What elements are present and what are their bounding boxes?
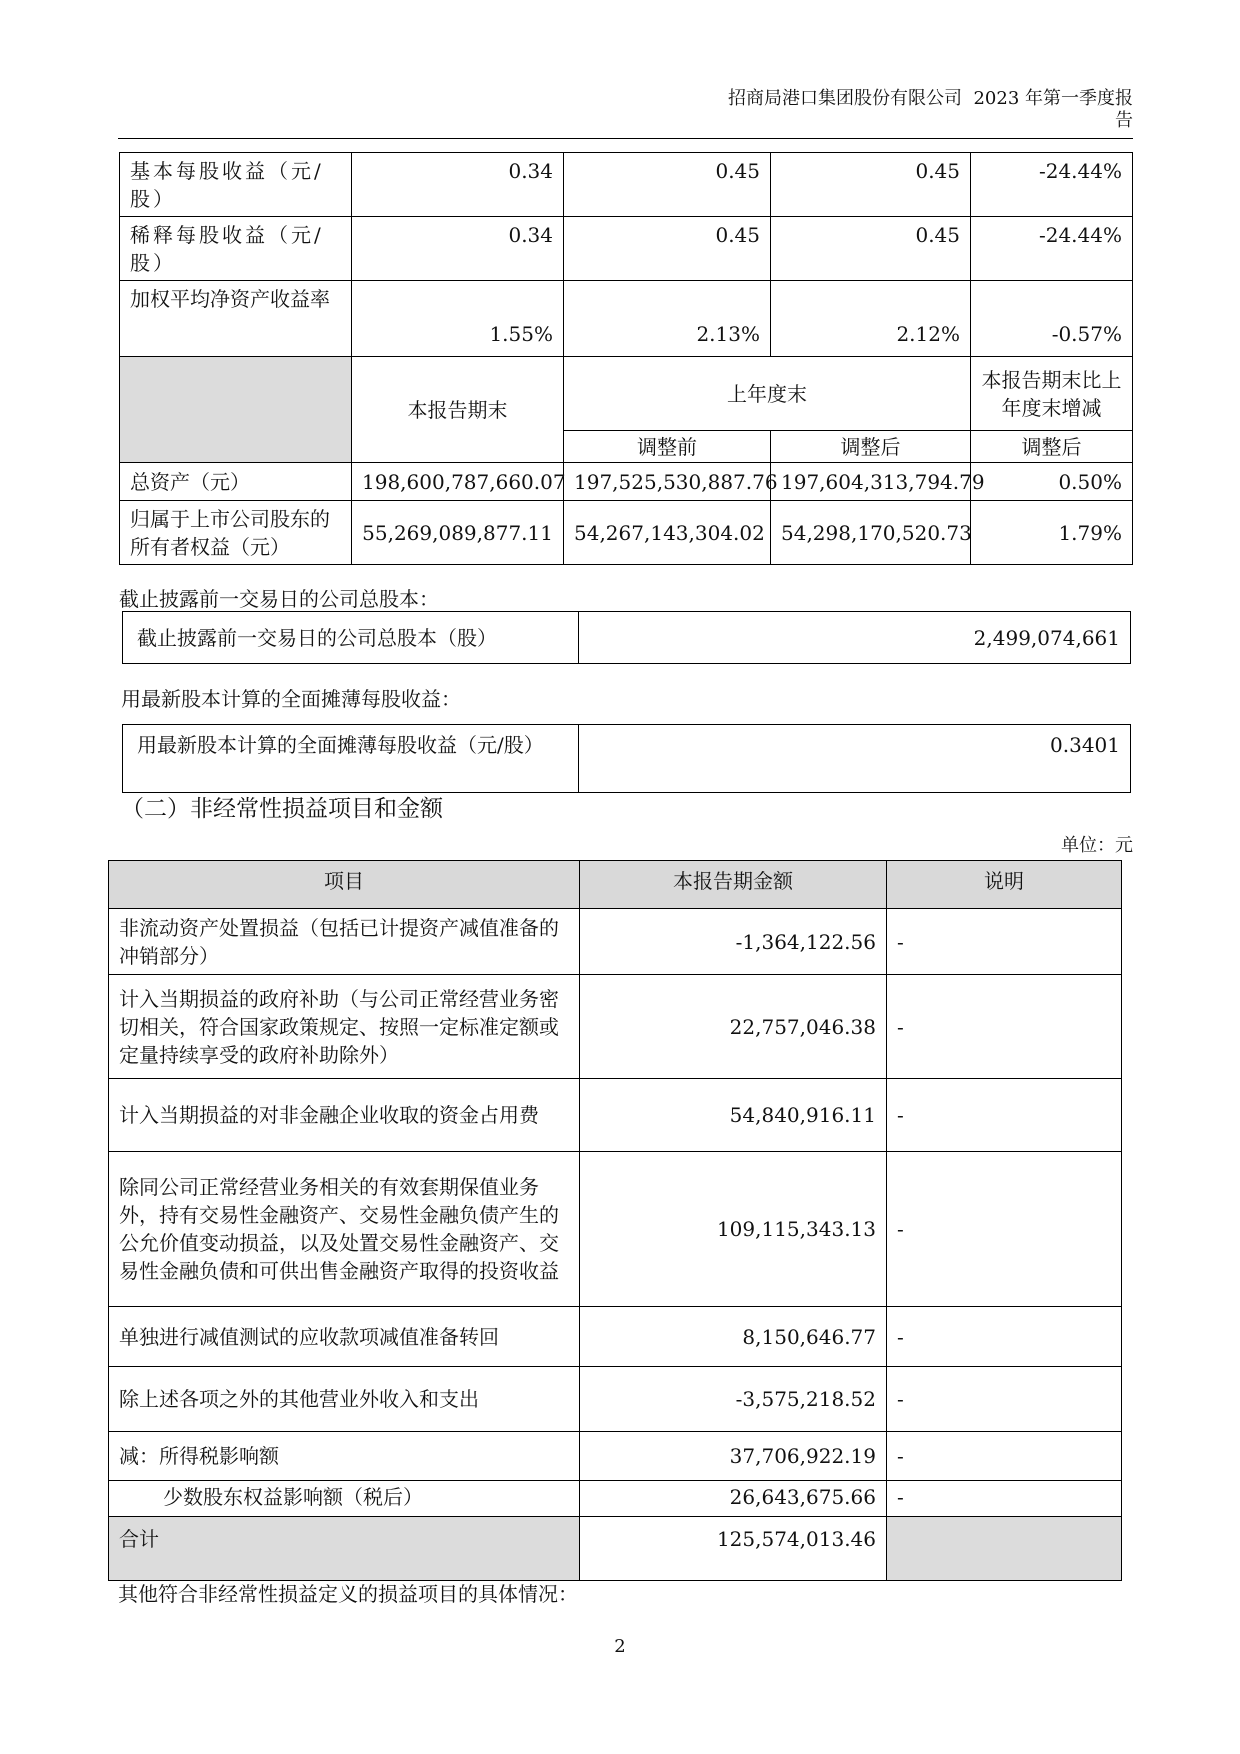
col-header-last-year: 上年度末 bbox=[564, 357, 971, 431]
item-note: - bbox=[887, 1481, 1122, 1517]
item-note: - bbox=[887, 1152, 1122, 1307]
table-row bbox=[120, 153, 1133, 217]
header-report-title-cont: 告 bbox=[1115, 110, 1133, 131]
table-header-row bbox=[120, 357, 1133, 431]
item-amount: 22,757,046.38 bbox=[580, 975, 887, 1079]
share-capital-table bbox=[122, 611, 1131, 664]
item-note: - bbox=[887, 975, 1122, 1079]
item-amount: 8,150,646.77 bbox=[580, 1307, 887, 1367]
item-label: 除上述各项之外的其他营业外收入和支出 bbox=[109, 1367, 580, 1432]
header-company: 招商局港口集团股份有限公司 bbox=[728, 88, 963, 109]
cell-value: 2.13% bbox=[564, 281, 771, 357]
item-amount: 37,706,922.19 bbox=[580, 1432, 887, 1481]
item-label: 计入当期损益的对非金融企业收取的资金占用费 bbox=[109, 1079, 580, 1152]
cell-value: 0.45 bbox=[564, 217, 771, 281]
table-row bbox=[120, 501, 1133, 565]
cell-value: 54,267,143,304.02 bbox=[564, 501, 771, 565]
item-label: 少数股东权益影响额（税后） bbox=[109, 1481, 580, 1517]
cell-value: 0.34 bbox=[352, 217, 564, 281]
col-header-change-adj: 调整后 bbox=[971, 431, 1133, 463]
row-label: 基本每股收益（元/股） bbox=[120, 153, 352, 217]
col-header-item: 项目 bbox=[109, 861, 580, 909]
item-label: 计入当期损益的政府补助（与公司正常经营业务密切相关，符合国家政策规定、按照一定标准定额或定量持续享受的政府补助除外） bbox=[109, 975, 580, 1079]
item-label: 除同公司正常经营业务相关的有效套期保值业务外，持有交易性金融资产、交易性金融负债产生的公允价值变动损益，以及处置交易性金融资产、交易性金融负债和可供出售金融资产取得的投资收益 bbox=[109, 1152, 580, 1307]
non-recurring-items-table bbox=[108, 860, 1122, 1581]
col-header-current: 本报告期末 bbox=[352, 357, 564, 463]
diluted-eps-label: 用最新股本计算的全面摊薄每股收益（元/股） bbox=[123, 725, 579, 793]
table-row bbox=[109, 909, 1122, 975]
item-amount: 109,115,343.13 bbox=[580, 1152, 887, 1307]
item-note: - bbox=[887, 1432, 1122, 1481]
total-row bbox=[109, 1517, 1122, 1581]
row-label: 加权平均净资产收益率 bbox=[120, 281, 352, 357]
cell-value: 198,600,787,660.07 bbox=[352, 463, 564, 501]
item-label: 减：所得税影响额 bbox=[109, 1432, 580, 1481]
col-header-note: 说明 bbox=[887, 861, 1122, 909]
table-row bbox=[109, 1367, 1122, 1432]
cell-value: 197,525,530,887.76 bbox=[564, 463, 771, 501]
cell-value: 1.79% bbox=[971, 501, 1133, 565]
cell-value: 0.45 bbox=[564, 153, 771, 217]
item-note: - bbox=[887, 1367, 1122, 1432]
row-label: 总资产（元） bbox=[120, 463, 352, 501]
item-amount: 54,840,916.11 bbox=[580, 1079, 887, 1152]
share-capital-value: 2,499,074,661 bbox=[579, 612, 1131, 664]
empty-header-cell bbox=[120, 357, 352, 463]
item-label: 单独进行减值测试的应收款项减值准备转回 bbox=[109, 1307, 580, 1367]
item-amount: 26,643,675.66 bbox=[580, 1481, 887, 1517]
cell-value: 197,604,313,794.79 bbox=[771, 463, 971, 501]
table-header-row bbox=[109, 861, 1122, 909]
table-row bbox=[109, 1307, 1122, 1367]
table-row bbox=[109, 1079, 1122, 1152]
cell-value: 55,269,089,877.11 bbox=[352, 501, 564, 565]
eps-caption: 用最新股本计算的全面摊薄每股收益： bbox=[121, 687, 461, 711]
cell-value: -24.44% bbox=[971, 153, 1133, 217]
share-capital-caption: 截止披露前一交易日的公司总股本： bbox=[119, 587, 439, 611]
financial-indicators-table bbox=[119, 152, 1133, 565]
item-amount: -3,575,218.52 bbox=[580, 1367, 887, 1432]
total-label: 合计 bbox=[109, 1517, 580, 1581]
item-label: 非流动资产处置损益（包括已计提资产减值准备的冲销部分） bbox=[109, 909, 580, 975]
table-row bbox=[109, 1152, 1122, 1307]
col-header-change: 本报告期末比上年度末增减 bbox=[971, 357, 1133, 431]
table-row bbox=[120, 217, 1133, 281]
col-header-after-adj: 调整后 bbox=[771, 431, 971, 463]
cell-value: -24.44% bbox=[971, 217, 1133, 281]
col-header-before-adj: 调整前 bbox=[564, 431, 771, 463]
table-row bbox=[123, 725, 1131, 793]
col-header-amount: 本报告期金额 bbox=[580, 861, 887, 909]
cell-value: 1.55% bbox=[352, 281, 564, 357]
item-note: - bbox=[887, 909, 1122, 975]
cell-value: 0.50% bbox=[971, 463, 1133, 501]
header-report-title: 2023 年第一季度报 bbox=[973, 88, 1133, 109]
footer-note: 其他符合非经常性损益定义的损益项目的具体情况： bbox=[118, 1582, 578, 1606]
share-capital-label: 截止披露前一交易日的公司总股本（股） bbox=[123, 612, 579, 664]
row-label: 稀释每股收益（元/股） bbox=[120, 217, 352, 281]
item-note: - bbox=[887, 1307, 1122, 1367]
table-row bbox=[123, 612, 1131, 664]
page-header bbox=[728, 88, 1133, 132]
total-amount: 125,574,013.46 bbox=[580, 1517, 887, 1581]
section-title: （二）非经常性损益项目和金额 bbox=[121, 796, 443, 822]
cell-value: 54,298,170,520.73 bbox=[771, 501, 971, 565]
cell-value: -0.57% bbox=[971, 281, 1133, 357]
header-rule bbox=[118, 138, 1133, 139]
page-number: 2 bbox=[614, 1636, 626, 1657]
cell-value: 0.45 bbox=[771, 217, 971, 281]
table-row bbox=[120, 281, 1133, 357]
cell-value: 0.45 bbox=[771, 153, 971, 217]
total-note bbox=[887, 1517, 1122, 1581]
diluted-eps-table bbox=[122, 724, 1131, 793]
table-row bbox=[109, 975, 1122, 1079]
item-note: - bbox=[887, 1079, 1122, 1152]
cell-value: 0.34 bbox=[352, 153, 564, 217]
table-row bbox=[120, 463, 1133, 501]
row-label: 归属于上市公司股东的所有者权益（元） bbox=[120, 501, 352, 565]
table-row bbox=[109, 1432, 1122, 1481]
diluted-eps-value: 0.3401 bbox=[579, 725, 1131, 793]
unit-label: 单位：元 bbox=[1061, 835, 1133, 856]
cell-value: 2.12% bbox=[771, 281, 971, 357]
item-amount: -1,364,122.56 bbox=[580, 909, 887, 975]
table-row bbox=[109, 1481, 1122, 1517]
